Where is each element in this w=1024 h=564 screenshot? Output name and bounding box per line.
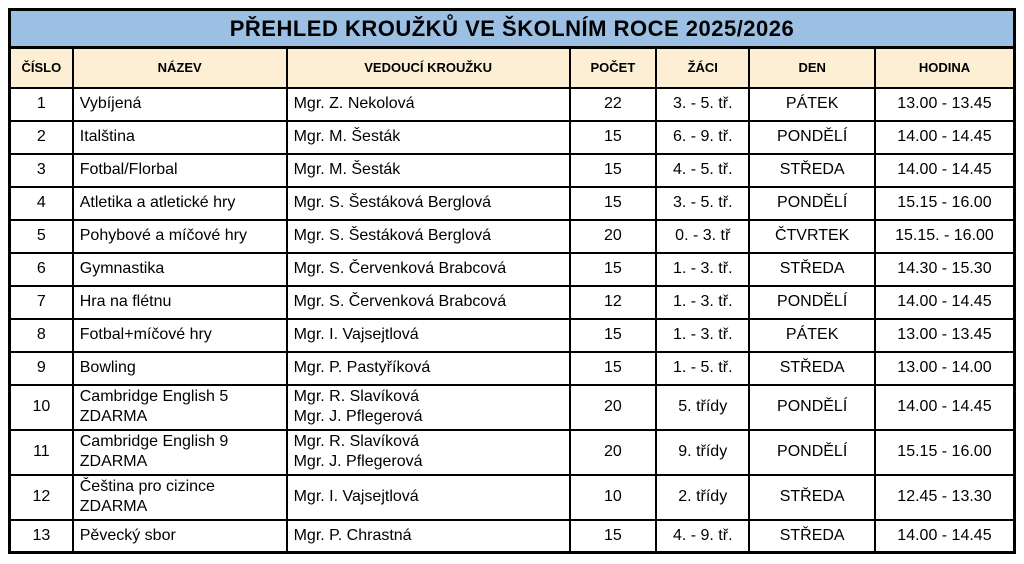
cell-zaci: 5. třídy: [656, 385, 749, 430]
column-header-pocet: POČET: [570, 48, 656, 88]
cell-zaci: 3. - 5. tř.: [656, 88, 749, 121]
cell-vedouci: Mgr. S. Červenková Brabcová: [287, 253, 570, 286]
table-row: [10, 430, 1015, 475]
cell-cislo: 10: [10, 385, 73, 430]
column-header-hodina: HODINA: [875, 48, 1015, 88]
column-header-cislo: ČÍSLO: [10, 48, 73, 88]
cell-hodina: 14.00 - 14.45: [875, 121, 1015, 154]
cell-vedouci: Mgr. S. Šestáková Berglová: [287, 220, 570, 253]
cell-vedouci: Mgr. Z. Nekolová: [287, 88, 570, 121]
table-row: [10, 121, 1015, 154]
cell-zaci: 1. - 3. tř.: [656, 253, 749, 286]
cell-zaci: 1. - 3. tř.: [656, 319, 749, 352]
cell-nazev: Fotbal+míčové hry: [73, 319, 287, 352]
table-row: [10, 352, 1015, 385]
cell-nazev: Bowling: [73, 352, 287, 385]
cell-cislo: 6: [10, 253, 73, 286]
column-header-nazev: NÁZEV: [73, 48, 287, 88]
table-row: [10, 187, 1015, 220]
cell-den: STŘEDA: [749, 253, 874, 286]
cell-den: PONDĚLÍ: [749, 121, 874, 154]
table-row: [10, 319, 1015, 352]
cell-nazev: Čeština pro cizince ZDARMA: [73, 475, 287, 520]
cell-nazev: Hra na flétnu: [73, 286, 287, 319]
column-header-den: DEN: [749, 48, 874, 88]
cell-hodina: 14.00 - 14.45: [875, 385, 1015, 430]
cell-nazev: Atletika a atletické hry: [73, 187, 287, 220]
clubs-table: [8, 8, 1016, 554]
cell-zaci: 4. - 9. tř.: [656, 520, 749, 553]
cell-nazev: Pěvecký sbor: [73, 520, 287, 553]
cell-pocet: 15: [570, 187, 656, 220]
cell-vedouci: Mgr. P. Chrastná: [287, 520, 570, 553]
cell-cislo: 2: [10, 121, 73, 154]
cell-den: STŘEDA: [749, 475, 874, 520]
cell-cislo: 4: [10, 187, 73, 220]
cell-pocet: 15: [570, 154, 656, 187]
cell-nazev: Fotbal/Florbal: [73, 154, 287, 187]
cell-vedouci: Mgr. S. Šestáková Berglová: [287, 187, 570, 220]
cell-cislo: 8: [10, 319, 73, 352]
cell-vedouci: Mgr. I. Vajsejtlová: [287, 319, 570, 352]
cell-cislo: 9: [10, 352, 73, 385]
table-row: [10, 253, 1015, 286]
table-header-row: [10, 48, 1015, 88]
cell-den: PÁTEK: [749, 88, 874, 121]
cell-vedouci: Mgr. R. Slavíková Mgr. J. Pflegerová: [287, 430, 570, 475]
cell-zaci: 2. třídy: [656, 475, 749, 520]
cell-vedouci: Mgr. I. Vajsejtlová: [287, 475, 570, 520]
cell-zaci: 1. - 5. tř.: [656, 352, 749, 385]
cell-cislo: 5: [10, 220, 73, 253]
cell-den: PÁTEK: [749, 319, 874, 352]
cell-den: PONDĚLÍ: [749, 430, 874, 475]
cell-nazev: Pohybové a míčové hry: [73, 220, 287, 253]
table-row: [10, 475, 1015, 520]
cell-pocet: 15: [570, 319, 656, 352]
cell-den: ČTVRTEK: [749, 220, 874, 253]
cell-pocet: 15: [570, 253, 656, 286]
cell-vedouci: Mgr. P. Pastyříková: [287, 352, 570, 385]
cell-zaci: 4. - 5. tř.: [656, 154, 749, 187]
cell-zaci: 0. - 3. tř: [656, 220, 749, 253]
cell-den: PONDĚLÍ: [749, 187, 874, 220]
cell-cislo: 13: [10, 520, 73, 553]
cell-cislo: 12: [10, 475, 73, 520]
cell-hodina: 14.00 - 14.45: [875, 154, 1015, 187]
cell-pocet: 20: [570, 220, 656, 253]
cell-cislo: 7: [10, 286, 73, 319]
page-title: PŘEHLED KROUŽKŮ VE ŠKOLNÍM ROCE 2025/2026: [10, 10, 1015, 48]
cell-nazev: Italština: [73, 121, 287, 154]
cell-hodina: 14.00 - 14.45: [875, 520, 1015, 553]
cell-hodina: 15.15 - 16.00: [875, 187, 1015, 220]
cell-pocet: 20: [570, 430, 656, 475]
cell-vedouci: Mgr. M. Šesták: [287, 154, 570, 187]
cell-hodina: 14.00 - 14.45: [875, 286, 1015, 319]
table-row: [10, 385, 1015, 430]
cell-pocet: 10: [570, 475, 656, 520]
cell-cislo: 1: [10, 88, 73, 121]
cell-hodina: 13.00 - 13.45: [875, 319, 1015, 352]
cell-pocet: 22: [570, 88, 656, 121]
cell-pocet: 20: [570, 385, 656, 430]
cell-den: PONDĚLÍ: [749, 385, 874, 430]
cell-pocet: 12: [570, 286, 656, 319]
cell-hodina: 15.15 - 16.00: [875, 430, 1015, 475]
cell-nazev: Vybíjená: [73, 88, 287, 121]
cell-hodina: 14.30 - 15.30: [875, 253, 1015, 286]
cell-zaci: 9. třídy: [656, 430, 749, 475]
cell-hodina: 15.15. - 16.00: [875, 220, 1015, 253]
table-row: [10, 88, 1015, 121]
cell-den: STŘEDA: [749, 154, 874, 187]
cell-cislo: 11: [10, 430, 73, 475]
cell-nazev: Gymnastika: [73, 253, 287, 286]
cell-vedouci: Mgr. S. Červenková Brabcová: [287, 286, 570, 319]
cell-cislo: 3: [10, 154, 73, 187]
cell-nazev: Cambridge English 9 ZDARMA: [73, 430, 287, 475]
cell-vedouci: Mgr. R. Slavíková Mgr. J. Pflegerová: [287, 385, 570, 430]
cell-hodina: 13.00 - 13.45: [875, 88, 1015, 121]
table-row: [10, 220, 1015, 253]
cell-vedouci: Mgr. M. Šesták: [287, 121, 570, 154]
cell-den: STŘEDA: [749, 520, 874, 553]
cell-zaci: 6. - 9. tř.: [656, 121, 749, 154]
table-row: [10, 520, 1015, 553]
cell-zaci: 3. - 5. tř.: [656, 187, 749, 220]
cell-nazev: Cambridge English 5 ZDARMA: [73, 385, 287, 430]
column-header-vedouci: VEDOUCÍ KROUŽKU: [287, 48, 570, 88]
column-header-zaci: ŽÁCI: [656, 48, 749, 88]
table-row: [10, 154, 1015, 187]
cell-zaci: 1. - 3. tř.: [656, 286, 749, 319]
cell-pocet: 15: [570, 121, 656, 154]
cell-pocet: 15: [570, 352, 656, 385]
cell-hodina: 13.00 - 14.00: [875, 352, 1015, 385]
cell-den: STŘEDA: [749, 352, 874, 385]
table-row: [10, 286, 1015, 319]
cell-pocet: 15: [570, 520, 656, 553]
table-body: [10, 88, 1015, 553]
cell-hodina: 12.45 - 13.30: [875, 475, 1015, 520]
cell-den: PONDĚLÍ: [749, 286, 874, 319]
table-title-row: [10, 10, 1015, 48]
